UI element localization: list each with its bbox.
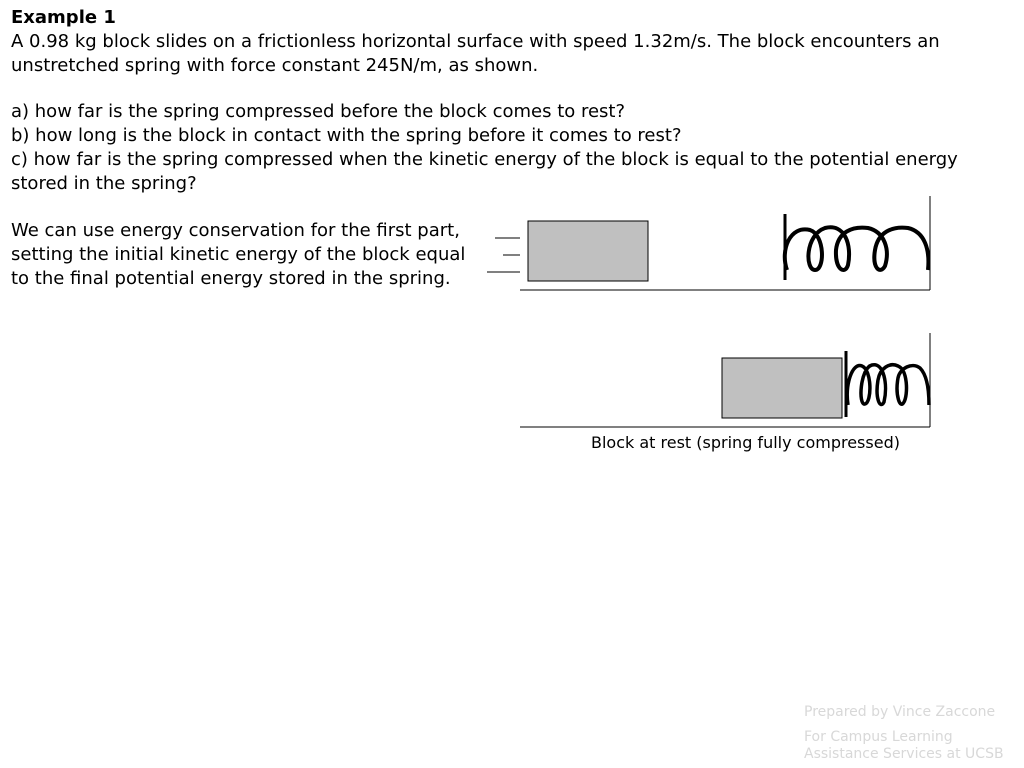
resting-block: [722, 358, 842, 418]
uncompressed-spring: [785, 227, 929, 270]
credit-author: Prepared by Vince Zaccone: [804, 704, 996, 720]
question-c: c) how far is the spring compressed when the kinetic energy of the block is equal to the potential energy stored in the spring?: [11, 149, 958, 194]
moving-block: [528, 221, 648, 281]
problem-statement: A 0.98 kg block slides on a frictionless horizontal surface with speed 1.32m/s. The block encounters an unstretched spring with force constant 245N/m, as shown.: [11, 31, 940, 76]
spring-block-diagram: [480, 190, 940, 435]
compressed-spring: [847, 365, 929, 405]
question-list: [11, 100, 1011, 196]
slide-title: Example 1: [11, 7, 116, 28]
question-a: a) how far is the spring compressed before the block comes to rest?: [11, 101, 626, 122]
diagram-caption: Block at rest (spring fully compressed): [591, 433, 900, 452]
compressed-scene: [520, 333, 930, 427]
credit-line: Assistance Services at UCSB: [804, 746, 1004, 762]
explanation-text: We can use energy conservation for the first part, setting the initial kinetic energy of the block equal to the final potential energy stored in the spring.: [11, 220, 466, 289]
question-b: b) how long is the block in contact with the spring before it comes to rest?: [11, 125, 682, 146]
credit-affiliation: [804, 729, 1004, 763]
initial-scene: [487, 196, 930, 290]
credit-line: For Campus Learning: [804, 729, 953, 745]
